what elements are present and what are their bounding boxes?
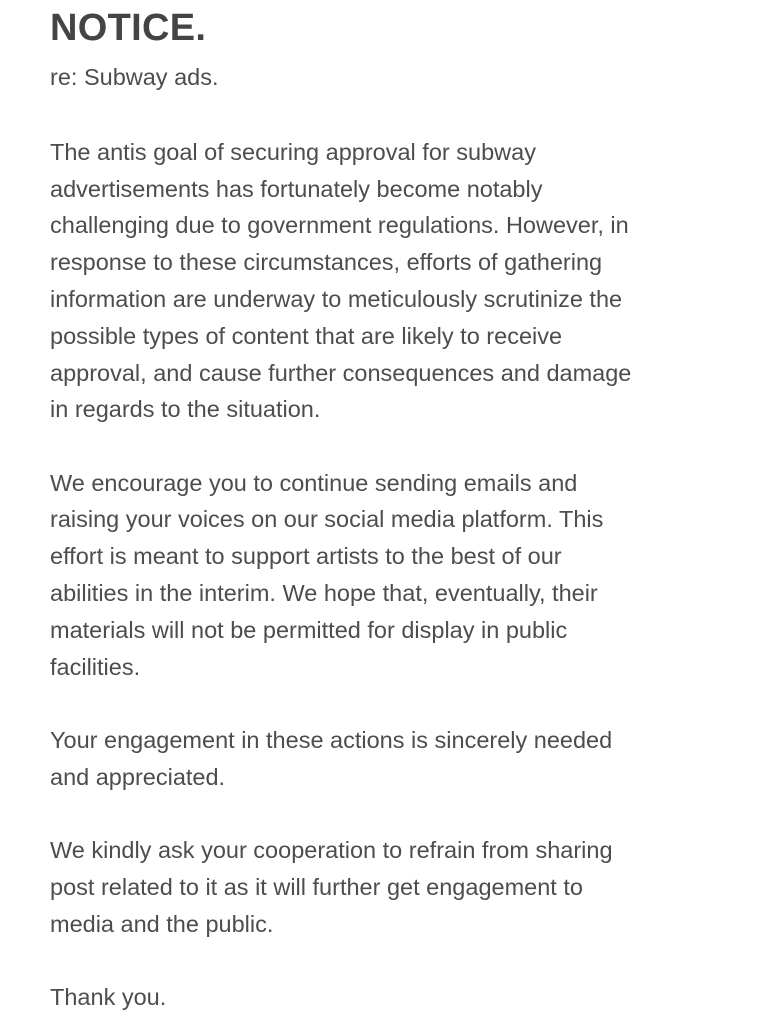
notice-subject: re: Subway ads.	[50, 64, 219, 90]
paragraph-line: possible types of content that are likely to receive	[50, 323, 563, 349]
paragraph-line: facilities.	[50, 654, 141, 680]
paragraph-line: We encourage you to continue sending emails and	[50, 470, 578, 496]
paragraph-line: post related to it as it will further get engagement to	[50, 874, 583, 900]
paragraph-line: media and the public.	[50, 911, 274, 937]
notice-closing: Thank you.	[50, 984, 167, 1010]
paragraph-line: and appreciated.	[50, 764, 226, 790]
paragraph-line: abilities in the interim. We hope that, eventually, their	[50, 580, 598, 606]
paragraph-line: approval, and cause further consequences and damage	[50, 360, 632, 386]
notice-title: NOTICE.	[50, 7, 207, 49]
paragraph-line: advertisements has fortunately become notably	[50, 176, 543, 202]
paragraph-line: response to these circumstances, efforts of gathering	[50, 249, 603, 275]
paragraph-line: Your engagement in these actions is sincerely needed	[50, 727, 613, 753]
paragraph-line: challenging due to government regulations. However, in	[50, 212, 629, 238]
paragraph-line: in regards to the situation.	[50, 396, 321, 422]
paragraph-line: The antis goal of securing approval for subway	[50, 139, 536, 165]
paragraph-line: information are underway to meticulously scrutinize the	[50, 286, 623, 312]
paragraph-line: We kindly ask your cooperation to refrain from sharing	[50, 837, 613, 863]
paragraph-line: effort is meant to support artists to the best of our	[50, 543, 562, 569]
paragraph-line: materials will not be permitted for display in public	[50, 617, 568, 643]
paragraph-line: raising your voices on our social media platform. This	[50, 506, 604, 532]
